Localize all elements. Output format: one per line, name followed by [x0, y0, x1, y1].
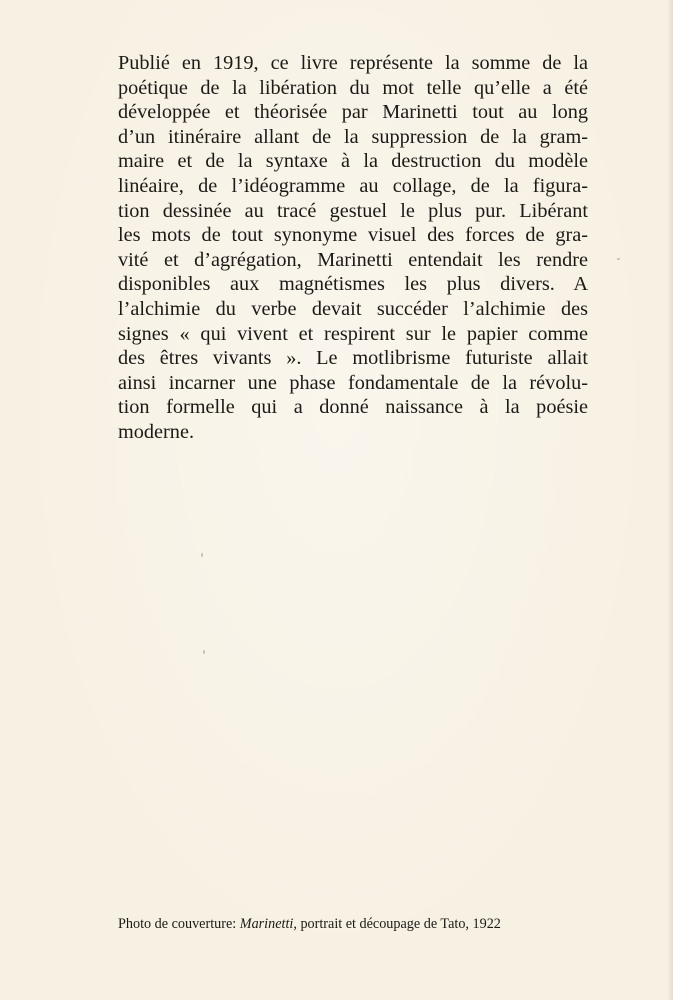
blurb-line: ainsi incarner une phase fondamentale de la révolu-	[118, 371, 588, 394]
blurb-line: moderne.	[118, 420, 195, 443]
blurb-line: tion formelle qui a donné naissance à la poésie	[118, 396, 588, 419]
blurb-line: d’un itinéraire allant de la suppression de la gram-	[118, 125, 588, 148]
cover-photo-credit	[118, 915, 578, 933]
paper-speck	[201, 553, 203, 557]
credit-prefix: Photo de couverture:	[118, 916, 240, 932]
credit-title: Marinetti	[239, 916, 294, 932]
credit-suffix: , portrait et découpage de Tato, 1922	[293, 916, 501, 932]
page-edge-shadow	[667, 0, 673, 1000]
blurb-line: des êtres vivants ». Le motlibrisme futuriste allait	[118, 347, 588, 370]
blurb-line: poétique de la libération du mot telle qu’elle a été	[118, 76, 588, 99]
blurb-line: développée et théorisée par Marinetti tout au long	[118, 101, 588, 124]
blurb-line: maire et de la syntaxe à la destruction du modèle	[118, 150, 588, 173]
blurb-line: vité et d’agrégation, Marinetti entendait les rendre	[118, 248, 588, 271]
paper-speck	[203, 650, 205, 654]
blurb-line: Publié en 1919, ce livre représente la somme de la	[118, 52, 588, 74]
book-blurb	[118, 51, 588, 445]
blurb-line: signes « qui vivent et respirent sur le papier comme	[118, 322, 588, 345]
paper-speck	[617, 258, 620, 260]
blurb-line: les mots de tout synonyme visuel des forces de gra-	[118, 224, 588, 247]
blurb-line: tion dessinée au tracé gestuel le plus pur. Libérant	[118, 199, 588, 222]
blurb-line: disponibles aux magnétismes les plus divers. A	[118, 273, 588, 296]
blurb-line: l’alchimie du verbe devait succéder l’alchimie des	[118, 297, 588, 320]
blurb-line: linéaire, de l’idéogramme au collage, de la figura-	[118, 174, 588, 197]
